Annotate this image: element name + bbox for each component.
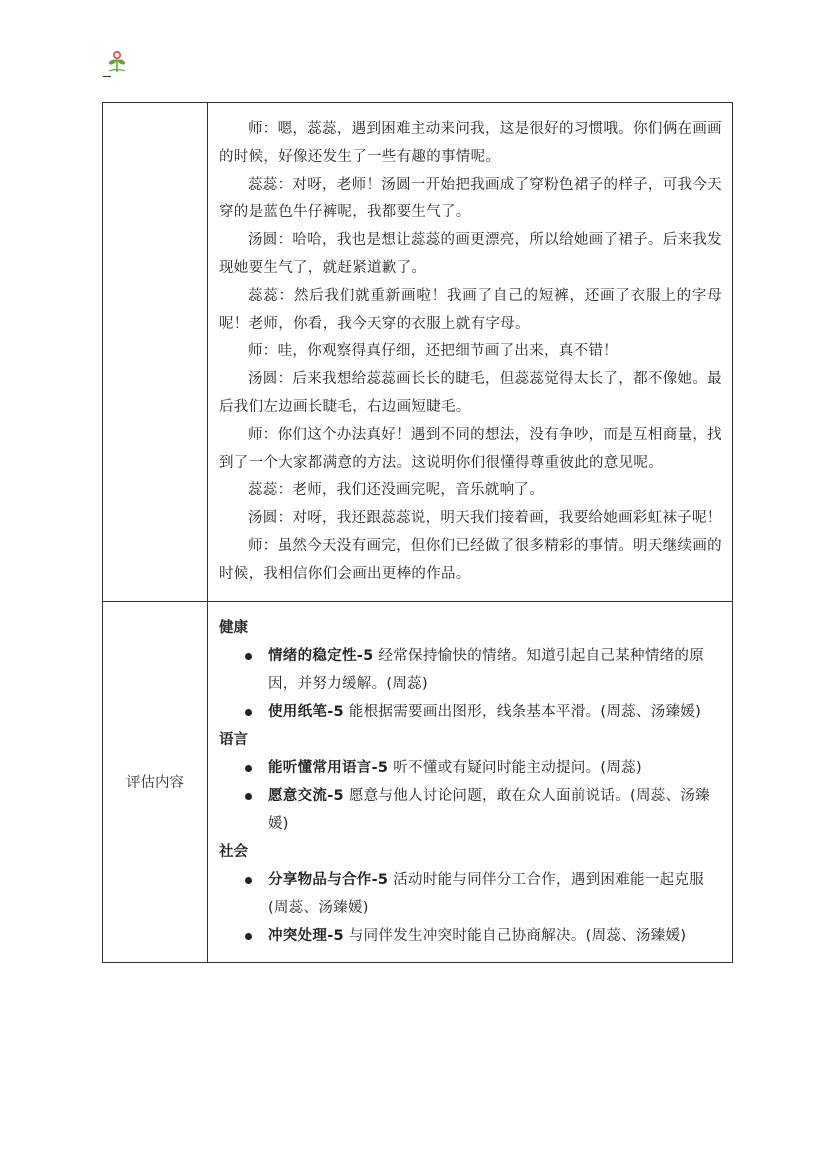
- item-name: 情绪的稳定性-5: [268, 647, 374, 664]
- dialogue-line: 蕊蕊：然后我们就重新画啦！我画了自己的短裤，还画了衣服上的字母呢！老师，你看，我今天穿的衣服上就有字母。: [219, 287, 722, 332]
- item-text: 听不懂或有疑问时能主动提问。(周蕊): [388, 759, 642, 776]
- assessment-item: [219, 922, 722, 950]
- item-text: 愿意与他人讨论问题，敢在众人面前说话。(周蕊、汤臻媛): [268, 787, 710, 832]
- section-title: 社会: [219, 843, 248, 860]
- dialogue-line: 汤圆：对呀，我还跟蕊蕊说，明天我们接着画，我要给她画彩虹袜子呢！: [248, 510, 722, 527]
- assessment-row: [103, 601, 733, 962]
- assessment-cell: [208, 601, 733, 962]
- section-title: 语言: [219, 731, 248, 748]
- assessment-item: [219, 754, 722, 782]
- bullet-icon: [245, 765, 252, 772]
- dialogue-line: 蕊蕊：老师，我们还没画完呢，音乐就响了。: [248, 482, 544, 499]
- item-text: 能根据需要画出图形，线条基本平滑。(周蕊、汤臻媛): [343, 703, 702, 720]
- assessment-label: 评估内容: [103, 601, 208, 962]
- dialogue-line: 师：虽然今天没有画完，但你们已经做了很多精彩的事情。明天继续画的时候，我相信你们会画出更棒的作品。: [219, 537, 722, 582]
- dialogue-text: [208, 103, 732, 601]
- assessment-item: [219, 642, 722, 698]
- item-name: 愿意交流-5: [268, 787, 344, 804]
- assessment-item: [219, 782, 722, 838]
- bullet-icon: [245, 709, 252, 716]
- dialogue-label-cell: [103, 103, 208, 602]
- assessment-list: [219, 754, 722, 838]
- assessment-list: [219, 642, 722, 726]
- item-name: 冲突处理-5: [268, 927, 344, 944]
- assessment-content: [208, 602, 732, 962]
- dialogue-line: 蕊蕊：对呀，老师！汤圆一开始把我画成了穿粉色裙子的样子，可我今天穿的是蓝色牛仔裤呢，我都要生气了。: [219, 176, 722, 221]
- header-mark: [103, 76, 111, 77]
- bullet-icon: [245, 877, 252, 884]
- item-name: 分享物品与合作-5: [268, 871, 389, 888]
- dialogue-line: 汤圆：后来我想给蕊蕊画长长的睫毛，但蕊蕊觉得太长了，都不像她。最后我们左边画长睫毛，右边画短睫毛。: [219, 371, 722, 415]
- bullet-icon: [245, 933, 252, 940]
- item-text: 经常保持愉快的情绪。知道引起自己某种情绪的原因，并努力缓解。(周蕊): [268, 647, 705, 692]
- item-text: 活动时能与同伴分工合作，遇到困难能一起克服(周蕊、汤臻媛): [268, 871, 705, 916]
- dialogue-line: 师：你们这个办法真好！遇到不同的想法，没有争吵，而是互相商量，找到了一个大家都满意的方法。这说明你们很懂得尊重彼此的意见呢。: [219, 426, 722, 471]
- dialogue-line: 师：嗯，蕊蕊，遇到困难主动来问我，这是很好的习惯哦。你们俩在画画的时候，好像还发生了一些有趣的事情呢。: [219, 121, 722, 165]
- dialogue-line: 师：哇，你观察得真仔细，还把细节画了出来，真不错！: [248, 343, 618, 360]
- dialogue-row: [103, 103, 733, 602]
- item-name: 能听懂常用语言-5: [268, 759, 389, 776]
- bullet-icon: [245, 653, 252, 660]
- bullet-icon: [245, 793, 252, 800]
- section-title: 健康: [219, 619, 248, 636]
- school-logo-icon: [104, 48, 130, 74]
- assessment-item: [219, 866, 722, 922]
- item-name: 使用纸笔-5: [268, 703, 344, 720]
- assessment-list: [219, 866, 722, 950]
- dialogue-cell: [208, 103, 733, 602]
- record-table: [102, 102, 733, 963]
- dialogue-line: 汤圆：哈哈，我也是想让蕊蕊的画更漂亮，所以给她画了裙子。后来我发现她要生气了，就赶紧道歉了。: [219, 232, 722, 276]
- item-text: 与同伴发生冲突时能自己协商解决。(周蕊、汤臻媛): [343, 927, 687, 944]
- assessment-item: [219, 698, 722, 726]
